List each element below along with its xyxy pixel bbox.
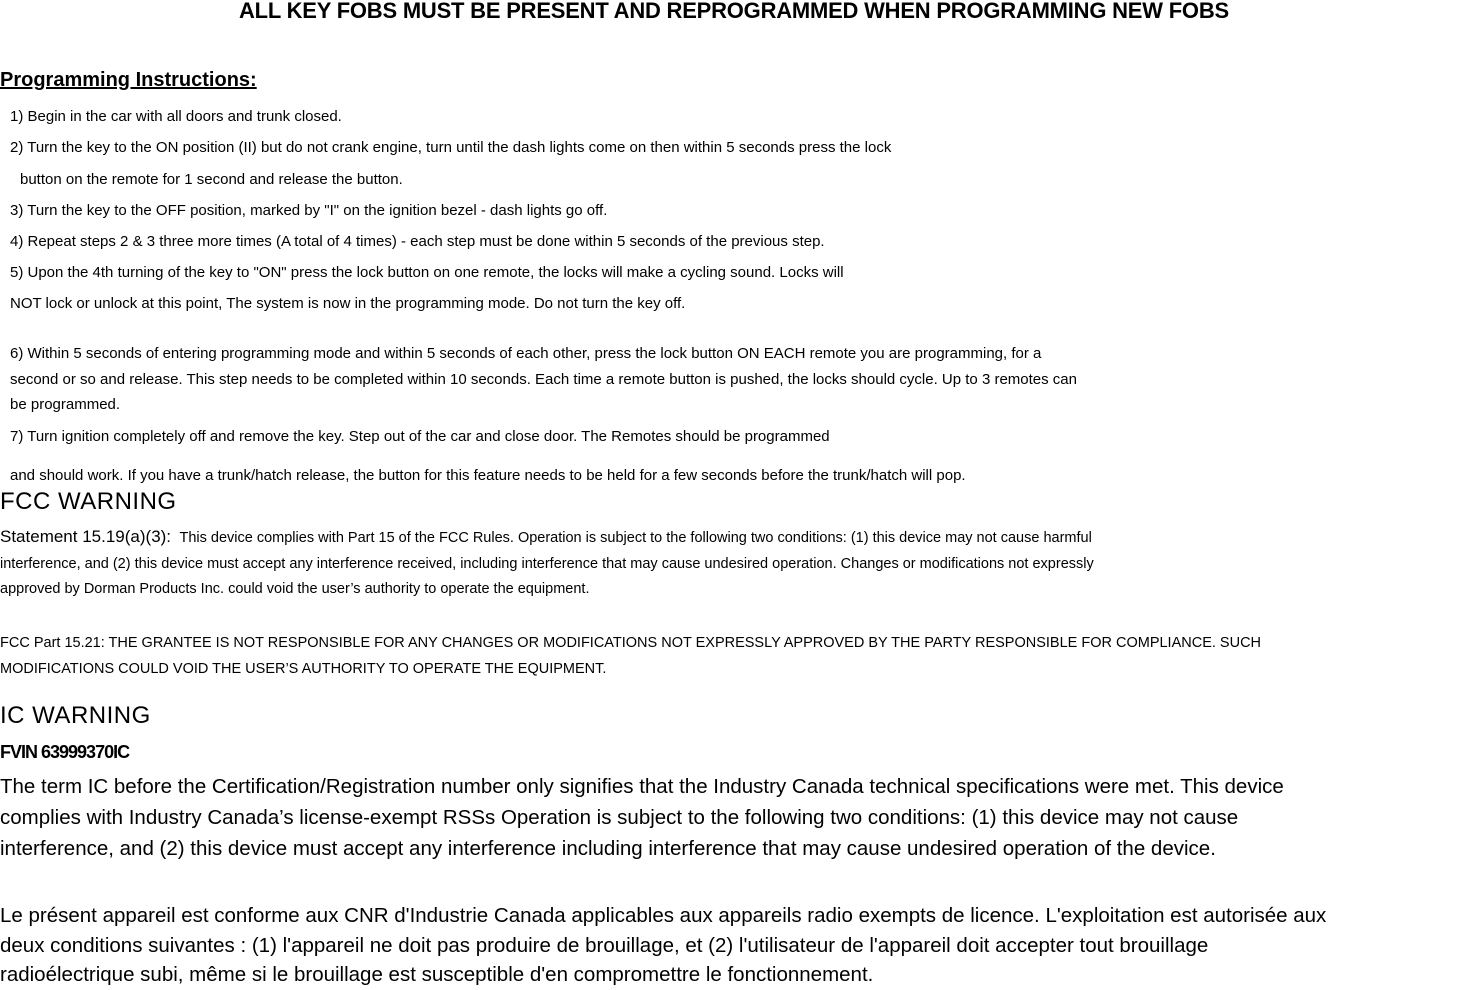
fcc-statement-line: approved by Dorman Products Inc. could void the user’s authority to operate the equipment. xyxy=(0,581,590,597)
ic-french-line: deux conditions suivantes : (1) l'appareil ne doit pas produire de brouillage, et (2) l'utilisateur de l'appareil doit accepter tout brouillage xyxy=(0,934,1209,957)
step-line: 1) Begin in the car with all doors and trunk closed. xyxy=(10,108,342,125)
step-line: 5) Upon the 4th turning of the key to "ON" press the lock button on one remote, the locks will make a cycling sound. Locks will xyxy=(10,264,844,281)
programming-heading: Programming Instructions: xyxy=(0,69,257,91)
fvin-number: FVIN 63999370IC xyxy=(0,742,130,762)
fcc-statement-text: This device complies with Part 15 of the FCC Rules. Operation is subject to the following two conditions: (1) this device may not cause harmful xyxy=(179,530,1092,546)
step-line: be programmed. xyxy=(10,396,121,413)
fcc-warning-title: FCC WARNING xyxy=(0,488,177,515)
fcc-part-line: FCC Part 15.21: THE GRANTEE IS NOT RESPONSIBLE FOR ANY CHANGES OR MODIFICATIONS NOT EXPRESSLY APPROVED BY THE PARTY RESPONSIBLE FOR COMPLIANCE. SUCH xyxy=(0,635,1262,651)
step-line: 3) Turn the key to the OFF position, marked by "I" on the ignition bezel - dash lights go off. xyxy=(10,202,608,219)
ic-french-line: radioélectrique subi, même si le brouillage est susceptible d'en compromettre le fonctionnement. xyxy=(0,963,874,986)
step-line: 7) Turn ignition completely off and remove the key. Step out of the car and close door. The Remotes should be programmed xyxy=(10,428,830,445)
ic-english-line: interference, and (2) this device must accept any interference including interference that may cause undesired operation of the device. xyxy=(0,837,1216,860)
ic-warning-title: IC WARNING xyxy=(0,702,151,729)
step-line: 2) Turn the key to the ON position (II) but do not crank engine, turn until the dash lights come on then within 5 seconds press the lock xyxy=(10,139,892,156)
ic-english-line: complies with Industry Canada’s license-exempt RSSs Operation is subject to the following two conditions: (1) this device may not cause xyxy=(0,806,1239,829)
step-line: second or so and release. This step needs to be completed within 10 seconds. Each time a remote button is pushed, the locks should cycle. Up to 3 remotes can xyxy=(10,371,1077,388)
fcc-statement-label: Statement 15.19(a)(3): xyxy=(0,527,172,546)
step-line: 6) Within 5 seconds of entering programming mode and within 5 seconds of each other, press the lock button ON EACH remote you are programming, for a xyxy=(10,345,1042,362)
ic-english-line: The term IC before the Certification/Registration number only signifies that the Industry Canada technical specifications were met. This device xyxy=(0,775,1284,798)
fcc-part-line: MODIFICATIONS COULD VOID THE USER’S AUTHORITY TO OPERATE THE EQUIPMENT. xyxy=(0,661,607,677)
step-line: button on the remote for 1 second and release the button. xyxy=(20,171,403,188)
step-line: and should work. If you have a trunk/hatch release, the button for this feature needs to be held for a few seconds before the trunk/hatch will pop. xyxy=(10,467,966,484)
ic-french-line: Le présent appareil est conforme aux CNR d'Industrie Canada applicables aux appareils radio exempts de licence. L'exploitation est autorisée aux xyxy=(0,904,1327,927)
banner-warning: ALL KEY FOBS MUST BE PRESENT AND REPROGRAMMED WHEN PROGRAMMING NEW FOBS xyxy=(239,0,1229,23)
step-line: NOT lock or unlock at this point, The system is now in the programming mode. Do not turn the key off. xyxy=(10,295,686,312)
step-line: 4) Repeat steps 2 & 3 three more times (A total of 4 times) - each step must be done within 5 seconds of the previous step. xyxy=(10,233,825,250)
fcc-statement-line: interference, and (2) this device must accept any interference received, including interference that may cause undesired operation. Changes or modifications not expressly xyxy=(0,556,1094,572)
fcc-statement-line xyxy=(0,525,1092,551)
